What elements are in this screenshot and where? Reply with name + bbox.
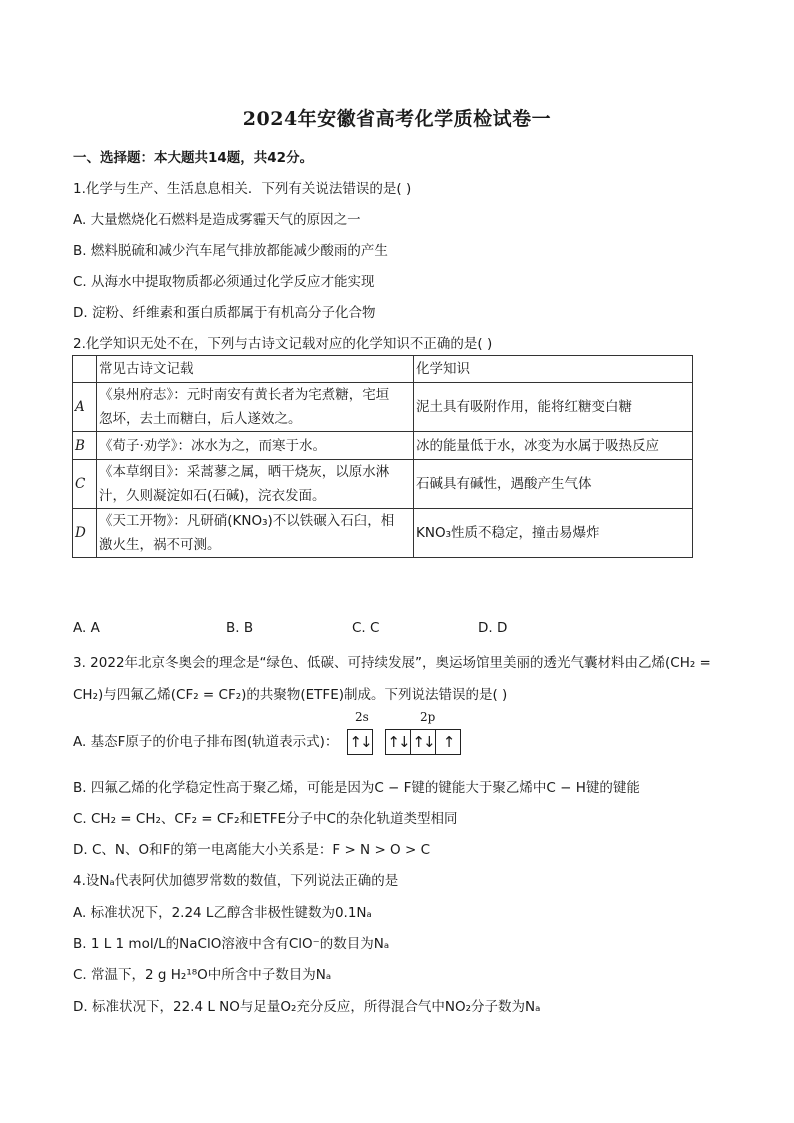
row-record bbox=[97, 432, 414, 460]
table-header-records: 常见古诗文记载 bbox=[97, 356, 414, 383]
table-row bbox=[73, 509, 693, 558]
row-record bbox=[97, 509, 414, 558]
q2-option-d: D. D bbox=[478, 620, 508, 636]
table-header-row bbox=[73, 356, 693, 383]
q4-option-b: B. 1 L 1 mol/L的NaClO溶液中含有ClO⁻的数目为Nₐ bbox=[73, 936, 390, 952]
q1-stem: 1.化学与生产、生活息息相关．下列有关说法错误的是( ) bbox=[73, 181, 412, 197]
row-record-line2: 汁，久则凝淀如石(石碱)，浣衣发面。 bbox=[99, 488, 326, 504]
row-record-line2: 忽坏，去土而糖白，后人遂效之。 bbox=[99, 411, 302, 427]
q4-option-c: C. 常温下，2 g H₂¹⁸O中所含中子数目为Nₐ bbox=[73, 967, 332, 983]
q2-option-b: B. B bbox=[226, 620, 254, 636]
row-knowledge: 石碱具有碱性，遇酸产生气体 bbox=[414, 460, 693, 509]
q1-option-b: B. 燃料脱硫和减少汽车尾气排放都能减少酸雨的产生 bbox=[73, 243, 388, 259]
q2-stem: 2.化学知识无处不在，下列与古诗文记载对应的化学知识不正确的是( ) bbox=[73, 336, 493, 352]
q2-option-c: C. C bbox=[352, 620, 380, 636]
page-title: 2024年安徽省高考化学质检试卷一 bbox=[242, 108, 552, 130]
q1-option-c: C. 从海水中提取物质都必须通过化学反应才能实现 bbox=[73, 274, 375, 290]
row-record bbox=[97, 460, 414, 509]
table-row bbox=[73, 460, 693, 509]
orbital-label-2p: 2p bbox=[420, 710, 436, 724]
section-heading: 一、选择题：本大题共14题，共42分。 bbox=[73, 150, 314, 166]
row-label: D bbox=[73, 509, 97, 558]
row-label: A bbox=[73, 383, 97, 432]
q3-option-a: A. 基态F原子的价电子排布图(轨道表示式)： bbox=[73, 734, 339, 750]
q3-stem-line2: CH₂)与四氟乙烯(CF₂ = CF₂)的共聚物(ETFE)制成。下列说法错误的是( ) bbox=[73, 687, 508, 703]
q2-option-a: A. A bbox=[73, 620, 100, 636]
q3-option-b: B. 四氟乙烯的化学稳定性高于聚乙烯，可能是因为C − F键的键能大于聚乙烯中C − H键的键能 bbox=[73, 780, 640, 796]
q4-option-a: A. 标准状况下，2.24 L乙醇含非极性键数为0.1Nₐ bbox=[73, 905, 372, 921]
q4-stem: 4.设Nₐ代表阿伏加德罗常数的数值，下列说法正确的是 bbox=[73, 873, 399, 889]
row-label: C bbox=[73, 460, 97, 509]
table-header-blank bbox=[73, 356, 97, 383]
q4-option-d: D. 标准状况下，22.4 L NO与足量O₂充分反应，所得混合气中NO₂分子数为Nₐ bbox=[73, 999, 541, 1015]
table-row bbox=[73, 432, 693, 460]
row-knowledge: 泥土具有吸附作用，能将红糖变白糖 bbox=[414, 383, 693, 432]
orbital-box-2s: ↑↓ bbox=[347, 729, 373, 755]
table-header-knowledge: 化学知识 bbox=[414, 356, 693, 383]
row-record bbox=[97, 383, 414, 432]
row-record-line2: 激火生，祸不可测。 bbox=[99, 537, 221, 553]
orbital-label-2s: 2s bbox=[355, 710, 369, 724]
table-row bbox=[73, 383, 693, 432]
orbital-box-2p-1: ↑↓ bbox=[385, 729, 411, 755]
row-record-line1: 《荀子·劝学》：冰水为之，而寒于水。 bbox=[99, 437, 327, 454]
row-record-line1: 《泉州府志》：元时南安有黄长者为宅煮糖，宅垣 bbox=[99, 387, 390, 403]
q3-stem-line1: 3. 2022年北京冬奥会的理念是“绿色、低碳、可持续发展”，奥运场馆里美丽的透光气囊材料由乙烯(CH₂ = bbox=[73, 655, 711, 671]
row-label: B bbox=[73, 432, 97, 460]
orbital-box-2p-2: ↑↓ bbox=[410, 729, 436, 755]
row-record-line1: 《本草纲目》：采蒿蓼之属，晒干烧灰，以原水淋 bbox=[99, 464, 390, 480]
q1-option-d: D. 淀粉、纤维素和蛋白质都属于有机高分子化合物 bbox=[73, 305, 376, 321]
q3-option-d: D. C、N、O和F的第一电离能大小关系是：F > N > O > C bbox=[73, 842, 430, 858]
orbital-box-2p-3: ↑ bbox=[435, 729, 461, 755]
row-knowledge: KNO₃性质不稳定，撞击易爆炸 bbox=[414, 509, 693, 558]
q3-option-c: C. CH₂ = CH₂、CF₂ = CF₂和ETFE分子中C的杂化轨道类型相同 bbox=[73, 811, 458, 827]
q2-table bbox=[72, 355, 693, 558]
row-record-line1: 《天工开物》：凡研硝(KNO₃)不以铁碾入石臼，相 bbox=[99, 513, 395, 529]
row-knowledge: 冰的能量低于水，冰变为水属于吸热反应 bbox=[414, 432, 693, 460]
q1-option-a: A. 大量燃烧化石燃料是造成雾霾天气的原因之一 bbox=[73, 212, 361, 228]
